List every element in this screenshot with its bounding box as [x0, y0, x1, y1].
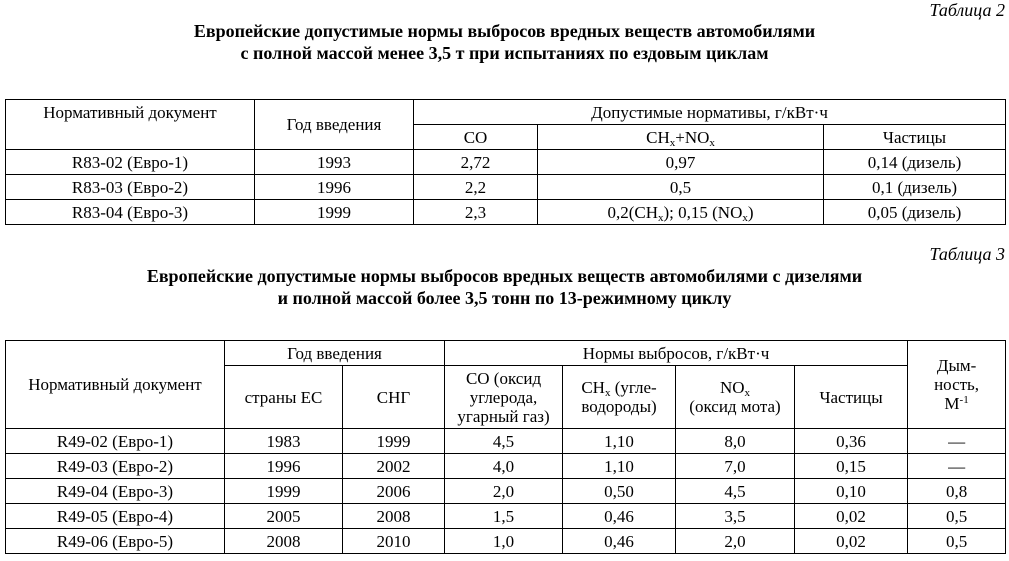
- t2-header-co: CO: [414, 125, 538, 150]
- t3-cell-ch: 0,46: [563, 529, 676, 554]
- t2-cell-co: 2,2: [414, 175, 538, 200]
- t3-cell-co: 1,5: [445, 504, 563, 529]
- t2-header-norms: Допустимые нормативы, г/кВт·ч: [414, 100, 1006, 125]
- t3-cell-nox: 3,5: [676, 504, 795, 529]
- t3-header-cis: СНГ: [343, 366, 445, 429]
- t2-header-doc: Нормативный документ: [6, 100, 255, 150]
- table3-label: Таблица 3: [929, 244, 1005, 264]
- t3-header-ch: $CH_x$ (угле- водороды): [563, 366, 676, 429]
- t3-cell-ch: 0,46: [563, 504, 676, 529]
- t3-cell-nox: 4,5: [676, 479, 795, 504]
- t3-cell-cis: 1999: [343, 429, 445, 454]
- t3-cell-particles: 0,36: [795, 429, 908, 454]
- table-row: [6, 429, 1006, 454]
- t2-cell-particles: 0,1 (дизель): [824, 175, 1006, 200]
- table-row: [6, 150, 1006, 175]
- t3-header-nox: $NO_x$ (оксид мота): [676, 366, 795, 429]
- t3-cell-doc: R49-02 (Евро-1): [6, 429, 225, 454]
- t2-cell-ch-nox: 0,97: [538, 150, 824, 175]
- t3-cell-ch: 1,10: [563, 429, 676, 454]
- t2-cell-doc: R83-04 (Евро-3): [6, 200, 255, 225]
- table3-title-line1: Европейские допустимые нормы выбросов вредных веществ автомобилями с дизелями: [146, 266, 863, 286]
- t3-cell-ch: 0,50: [563, 479, 676, 504]
- table2-label: Таблица 2: [929, 0, 1005, 20]
- t2-cell-co: 2,3: [414, 200, 538, 225]
- t3-cell-eu: 1996: [225, 454, 343, 479]
- t2-cell-particles: 0,05 (дизель): [824, 200, 1006, 225]
- t3-header-co: CO (оксид углерода, угарный газ): [445, 366, 563, 429]
- t3-cell-smoke: 0,5: [908, 529, 1006, 554]
- t3-header-year: Год введения: [225, 341, 445, 366]
- t3-header-doc: Нормативный документ: [6, 341, 225, 429]
- t3-cell-co: 2,0: [445, 479, 563, 504]
- t3-cell-co: 4,5: [445, 429, 563, 454]
- t3-cell-eu: 1999: [225, 479, 343, 504]
- t3-cell-cis: 2002: [343, 454, 445, 479]
- t2-cell-doc: R83-03 (Евро-2): [6, 175, 255, 200]
- t2-cell-ch-nox: 0,5: [538, 175, 824, 200]
- t3-cell-particles: 0,15: [795, 454, 908, 479]
- t3-cell-smoke: —: [908, 454, 1006, 479]
- table2-title-line1: Европейские допустимые нормы выбросов вредных веществ автомобилями: [193, 21, 816, 41]
- t3-cell-nox: 8,0: [676, 429, 795, 454]
- table2-title-line2: с полной массой менее 3,5 т при испытаниях по ездовым циклам: [240, 43, 769, 63]
- t2-cell-co: 2,72: [414, 150, 538, 175]
- t3-cell-particles: 0,02: [795, 504, 908, 529]
- t3-header-smoke: Дым- ность, $М^{-1}$: [908, 341, 1006, 429]
- t3-cell-doc: R49-06 (Евро-5): [6, 529, 225, 554]
- t3-cell-eu: 2008: [225, 529, 343, 554]
- t3-header-norms: Нормы выбросов, г/кВт·ч: [445, 341, 908, 366]
- t2-header-year: Год введения: [255, 100, 414, 150]
- t3-cell-nox: 7,0: [676, 454, 795, 479]
- table-row: [6, 454, 1006, 479]
- table-row: [6, 479, 1006, 504]
- t3-cell-cis: 2008: [343, 504, 445, 529]
- t2-header-particles: Частицы: [824, 125, 1006, 150]
- t3-header-eu: страны ЕС: [225, 366, 343, 429]
- t3-cell-co: 4,0: [445, 454, 563, 479]
- t3-cell-smoke: 0,5: [908, 504, 1006, 529]
- t3-cell-cis: 2010: [343, 529, 445, 554]
- t3-cell-doc: R49-03 (Евро-2): [6, 454, 225, 479]
- t3-cell-eu: 2005: [225, 504, 343, 529]
- table-row: [6, 200, 1006, 225]
- table2: [5, 99, 1006, 225]
- table3: [5, 340, 1006, 554]
- t2-header-ch-nox: $CH_x+NO_x$: [538, 125, 824, 150]
- t2-cell-doc: R83-02 (Евро-1): [6, 150, 255, 175]
- t3-cell-smoke: —: [908, 429, 1006, 454]
- t3-cell-cis: 2006: [343, 479, 445, 504]
- t3-cell-co: 1,0: [445, 529, 563, 554]
- t3-cell-doc: R49-05 (Евро-4): [6, 504, 225, 529]
- t2-cell-year: 1996: [255, 175, 414, 200]
- t3-cell-eu: 1983: [225, 429, 343, 454]
- t2-cell-particles: 0,14 (дизель): [824, 150, 1006, 175]
- t3-cell-ch: 1,10: [563, 454, 676, 479]
- t2-cell-year: 1999: [255, 200, 414, 225]
- table3-title-line2: и полной массой более 3,5 тонн по 13-режимному циклу: [277, 288, 732, 308]
- table-row: [6, 175, 1006, 200]
- t3-header-particles: Частицы: [795, 366, 908, 429]
- t3-cell-particles: 0,10: [795, 479, 908, 504]
- t3-cell-nox: 2,0: [676, 529, 795, 554]
- t2-cell-year: 1993: [255, 150, 414, 175]
- t3-cell-doc: R49-04 (Евро-3): [6, 479, 225, 504]
- table-row: [6, 504, 1006, 529]
- t3-cell-particles: 0,02: [795, 529, 908, 554]
- table-row: [6, 529, 1006, 554]
- t2-cell-ch-nox: $0,2(CH_x)$; 0,15 $(NO_x)$: [538, 200, 824, 225]
- t3-cell-smoke: 0,8: [908, 479, 1006, 504]
